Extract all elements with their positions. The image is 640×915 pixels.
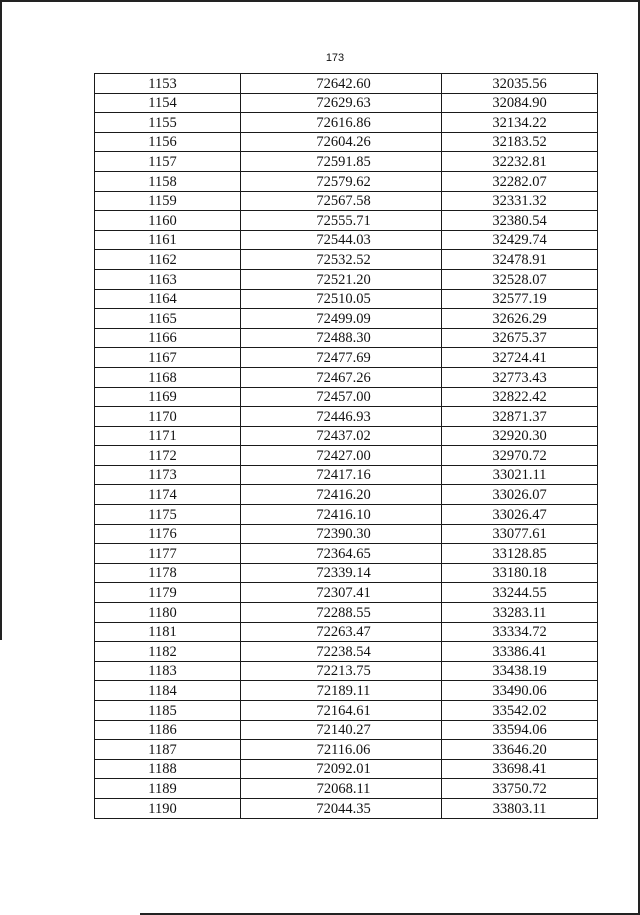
- table-row: [95, 367, 598, 387]
- table-row: [95, 720, 598, 740]
- point-number-cell: 1164: [95, 289, 241, 309]
- table-row: [95, 289, 598, 309]
- page-border-top: [0, 0, 640, 2]
- table-row: [95, 681, 598, 701]
- y-coordinate-cell: 32331.32: [442, 191, 598, 211]
- table-row: [95, 113, 598, 133]
- y-coordinate-cell: 33542.02: [442, 701, 598, 721]
- y-coordinate-cell: 32282.07: [442, 171, 598, 191]
- x-coordinate-cell: 72189.11: [241, 681, 442, 701]
- point-number-cell: 1190: [95, 798, 241, 818]
- table-row: [95, 446, 598, 466]
- y-coordinate-cell: 33021.11: [442, 465, 598, 485]
- point-number-cell: 1156: [95, 132, 241, 152]
- point-number-cell: 1166: [95, 328, 241, 348]
- table-row: [95, 622, 598, 642]
- y-coordinate-cell: 33334.72: [442, 622, 598, 642]
- table-row: [95, 505, 598, 525]
- y-coordinate-cell: 33646.20: [442, 740, 598, 760]
- y-coordinate-cell: 33283.11: [442, 603, 598, 623]
- x-coordinate-cell: 72307.41: [241, 583, 442, 603]
- table-row: [95, 171, 598, 191]
- table-row: [95, 328, 598, 348]
- x-coordinate-cell: 72339.14: [241, 563, 442, 583]
- x-coordinate-cell: 72467.26: [241, 367, 442, 387]
- point-number-cell: 1153: [95, 74, 241, 94]
- x-coordinate-cell: 72555.71: [241, 211, 442, 231]
- y-coordinate-cell: 32822.42: [442, 387, 598, 407]
- table-row: [95, 524, 598, 544]
- table-row: [95, 798, 598, 818]
- y-coordinate-cell: 32626.29: [442, 309, 598, 329]
- x-coordinate-cell: 72477.69: [241, 348, 442, 368]
- table-row: [95, 74, 598, 94]
- y-coordinate-cell: 32577.19: [442, 289, 598, 309]
- point-number-cell: 1175: [95, 505, 241, 525]
- table-row: [95, 387, 598, 407]
- table-row: [95, 603, 598, 623]
- x-coordinate-cell: 72417.16: [241, 465, 442, 485]
- point-number-cell: 1163: [95, 269, 241, 289]
- x-coordinate-cell: 72604.26: [241, 132, 442, 152]
- y-coordinate-cell: 33438.19: [442, 661, 598, 681]
- point-number-cell: 1180: [95, 603, 241, 623]
- y-coordinate-cell: 33386.41: [442, 642, 598, 662]
- table-row: [95, 230, 598, 250]
- point-number-cell: 1159: [95, 191, 241, 211]
- x-coordinate-cell: 72532.52: [241, 250, 442, 270]
- y-coordinate-cell: 32429.74: [442, 230, 598, 250]
- point-number-cell: 1172: [95, 446, 241, 466]
- x-coordinate-cell: 72263.47: [241, 622, 442, 642]
- x-coordinate-cell: 72044.35: [241, 798, 442, 818]
- point-number-cell: 1177: [95, 544, 241, 564]
- x-coordinate-cell: 72446.93: [241, 407, 442, 427]
- coordinates-table: [94, 73, 598, 819]
- x-coordinate-cell: 72457.00: [241, 387, 442, 407]
- point-number-cell: 1184: [95, 681, 241, 701]
- x-coordinate-cell: 72116.06: [241, 740, 442, 760]
- y-coordinate-cell: 33026.07: [442, 485, 598, 505]
- table-row: [95, 779, 598, 799]
- table-row: [95, 152, 598, 172]
- page-number: 173: [325, 52, 345, 64]
- y-coordinate-cell: 33594.06: [442, 720, 598, 740]
- table-row: [95, 485, 598, 505]
- y-coordinate-cell: 33750.72: [442, 779, 598, 799]
- x-coordinate-cell: 72140.27: [241, 720, 442, 740]
- table-row: [95, 661, 598, 681]
- x-coordinate-cell: 72390.30: [241, 524, 442, 544]
- point-number-cell: 1176: [95, 524, 241, 544]
- table-row: [95, 544, 598, 564]
- page-border-left: [0, 0, 2, 640]
- table-row: [95, 642, 598, 662]
- y-coordinate-cell: 32380.54: [442, 211, 598, 231]
- table-row: [95, 93, 598, 113]
- x-coordinate-cell: 72591.85: [241, 152, 442, 172]
- table-row: [95, 407, 598, 427]
- point-number-cell: 1167: [95, 348, 241, 368]
- y-coordinate-cell: 32232.81: [442, 152, 598, 172]
- table-body: [95, 74, 598, 819]
- point-number-cell: 1171: [95, 426, 241, 446]
- x-coordinate-cell: 72213.75: [241, 661, 442, 681]
- x-coordinate-cell: 72164.61: [241, 701, 442, 721]
- point-number-cell: 1189: [95, 779, 241, 799]
- y-coordinate-cell: 32084.90: [442, 93, 598, 113]
- table-row: [95, 211, 598, 231]
- x-coordinate-cell: 72092.01: [241, 759, 442, 779]
- x-coordinate-cell: 72510.05: [241, 289, 442, 309]
- y-coordinate-cell: 32970.72: [442, 446, 598, 466]
- table-row: [95, 426, 598, 446]
- point-number-cell: 1168: [95, 367, 241, 387]
- x-coordinate-cell: 72437.02: [241, 426, 442, 446]
- table-row: [95, 759, 598, 779]
- x-coordinate-cell: 72488.30: [241, 328, 442, 348]
- y-coordinate-cell: 32675.37: [442, 328, 598, 348]
- y-coordinate-cell: 33077.61: [442, 524, 598, 544]
- point-number-cell: 1155: [95, 113, 241, 133]
- table-row: [95, 191, 598, 211]
- table-row: [95, 250, 598, 270]
- point-number-cell: 1165: [95, 309, 241, 329]
- x-coordinate-cell: 72629.63: [241, 93, 442, 113]
- point-number-cell: 1178: [95, 563, 241, 583]
- y-coordinate-cell: 33490.06: [442, 681, 598, 701]
- y-coordinate-cell: 33803.11: [442, 798, 598, 818]
- point-number-cell: 1179: [95, 583, 241, 603]
- y-coordinate-cell: 32724.41: [442, 348, 598, 368]
- y-coordinate-cell: 32528.07: [442, 269, 598, 289]
- x-coordinate-cell: 72521.20: [241, 269, 442, 289]
- x-coordinate-cell: 72288.55: [241, 603, 442, 623]
- y-coordinate-cell: 32035.56: [442, 74, 598, 94]
- point-number-cell: 1170: [95, 407, 241, 427]
- point-number-cell: 1158: [95, 171, 241, 191]
- table-row: [95, 348, 598, 368]
- table-row: [95, 563, 598, 583]
- table-row: [95, 740, 598, 760]
- table-row: [95, 701, 598, 721]
- y-coordinate-cell: 33026.47: [442, 505, 598, 525]
- table-row: [95, 132, 598, 152]
- y-coordinate-cell: 32478.91: [442, 250, 598, 270]
- point-number-cell: 1187: [95, 740, 241, 760]
- y-coordinate-cell: 32773.43: [442, 367, 598, 387]
- point-number-cell: 1162: [95, 250, 241, 270]
- x-coordinate-cell: 72427.00: [241, 446, 442, 466]
- x-coordinate-cell: 72416.20: [241, 485, 442, 505]
- table-row: [95, 583, 598, 603]
- table-row: [95, 465, 598, 485]
- point-number-cell: 1181: [95, 622, 241, 642]
- point-number-cell: 1183: [95, 661, 241, 681]
- point-number-cell: 1186: [95, 720, 241, 740]
- x-coordinate-cell: 72642.60: [241, 74, 442, 94]
- table-row: [95, 309, 598, 329]
- x-coordinate-cell: 72238.54: [241, 642, 442, 662]
- point-number-cell: 1169: [95, 387, 241, 407]
- x-coordinate-cell: 72567.58: [241, 191, 442, 211]
- y-coordinate-cell: 32871.37: [442, 407, 598, 427]
- x-coordinate-cell: 72579.62: [241, 171, 442, 191]
- point-number-cell: 1182: [95, 642, 241, 662]
- y-coordinate-cell: 33180.18: [442, 563, 598, 583]
- point-number-cell: 1188: [95, 759, 241, 779]
- table-row: [95, 269, 598, 289]
- x-coordinate-cell: 72544.03: [241, 230, 442, 250]
- y-coordinate-cell: 32134.22: [442, 113, 598, 133]
- x-coordinate-cell: 72364.65: [241, 544, 442, 564]
- point-number-cell: 1157: [95, 152, 241, 172]
- x-coordinate-cell: 72499.09: [241, 309, 442, 329]
- y-coordinate-cell: 33244.55: [442, 583, 598, 603]
- x-coordinate-cell: 72616.86: [241, 113, 442, 133]
- point-number-cell: 1174: [95, 485, 241, 505]
- point-number-cell: 1185: [95, 701, 241, 721]
- y-coordinate-cell: 33128.85: [442, 544, 598, 564]
- point-number-cell: 1161: [95, 230, 241, 250]
- y-coordinate-cell: 32183.52: [442, 132, 598, 152]
- y-coordinate-cell: 33698.41: [442, 759, 598, 779]
- x-coordinate-cell: 72068.11: [241, 779, 442, 799]
- point-number-cell: 1154: [95, 93, 241, 113]
- point-number-cell: 1160: [95, 211, 241, 231]
- x-coordinate-cell: 72416.10: [241, 505, 442, 525]
- y-coordinate-cell: 32920.30: [442, 426, 598, 446]
- point-number-cell: 1173: [95, 465, 241, 485]
